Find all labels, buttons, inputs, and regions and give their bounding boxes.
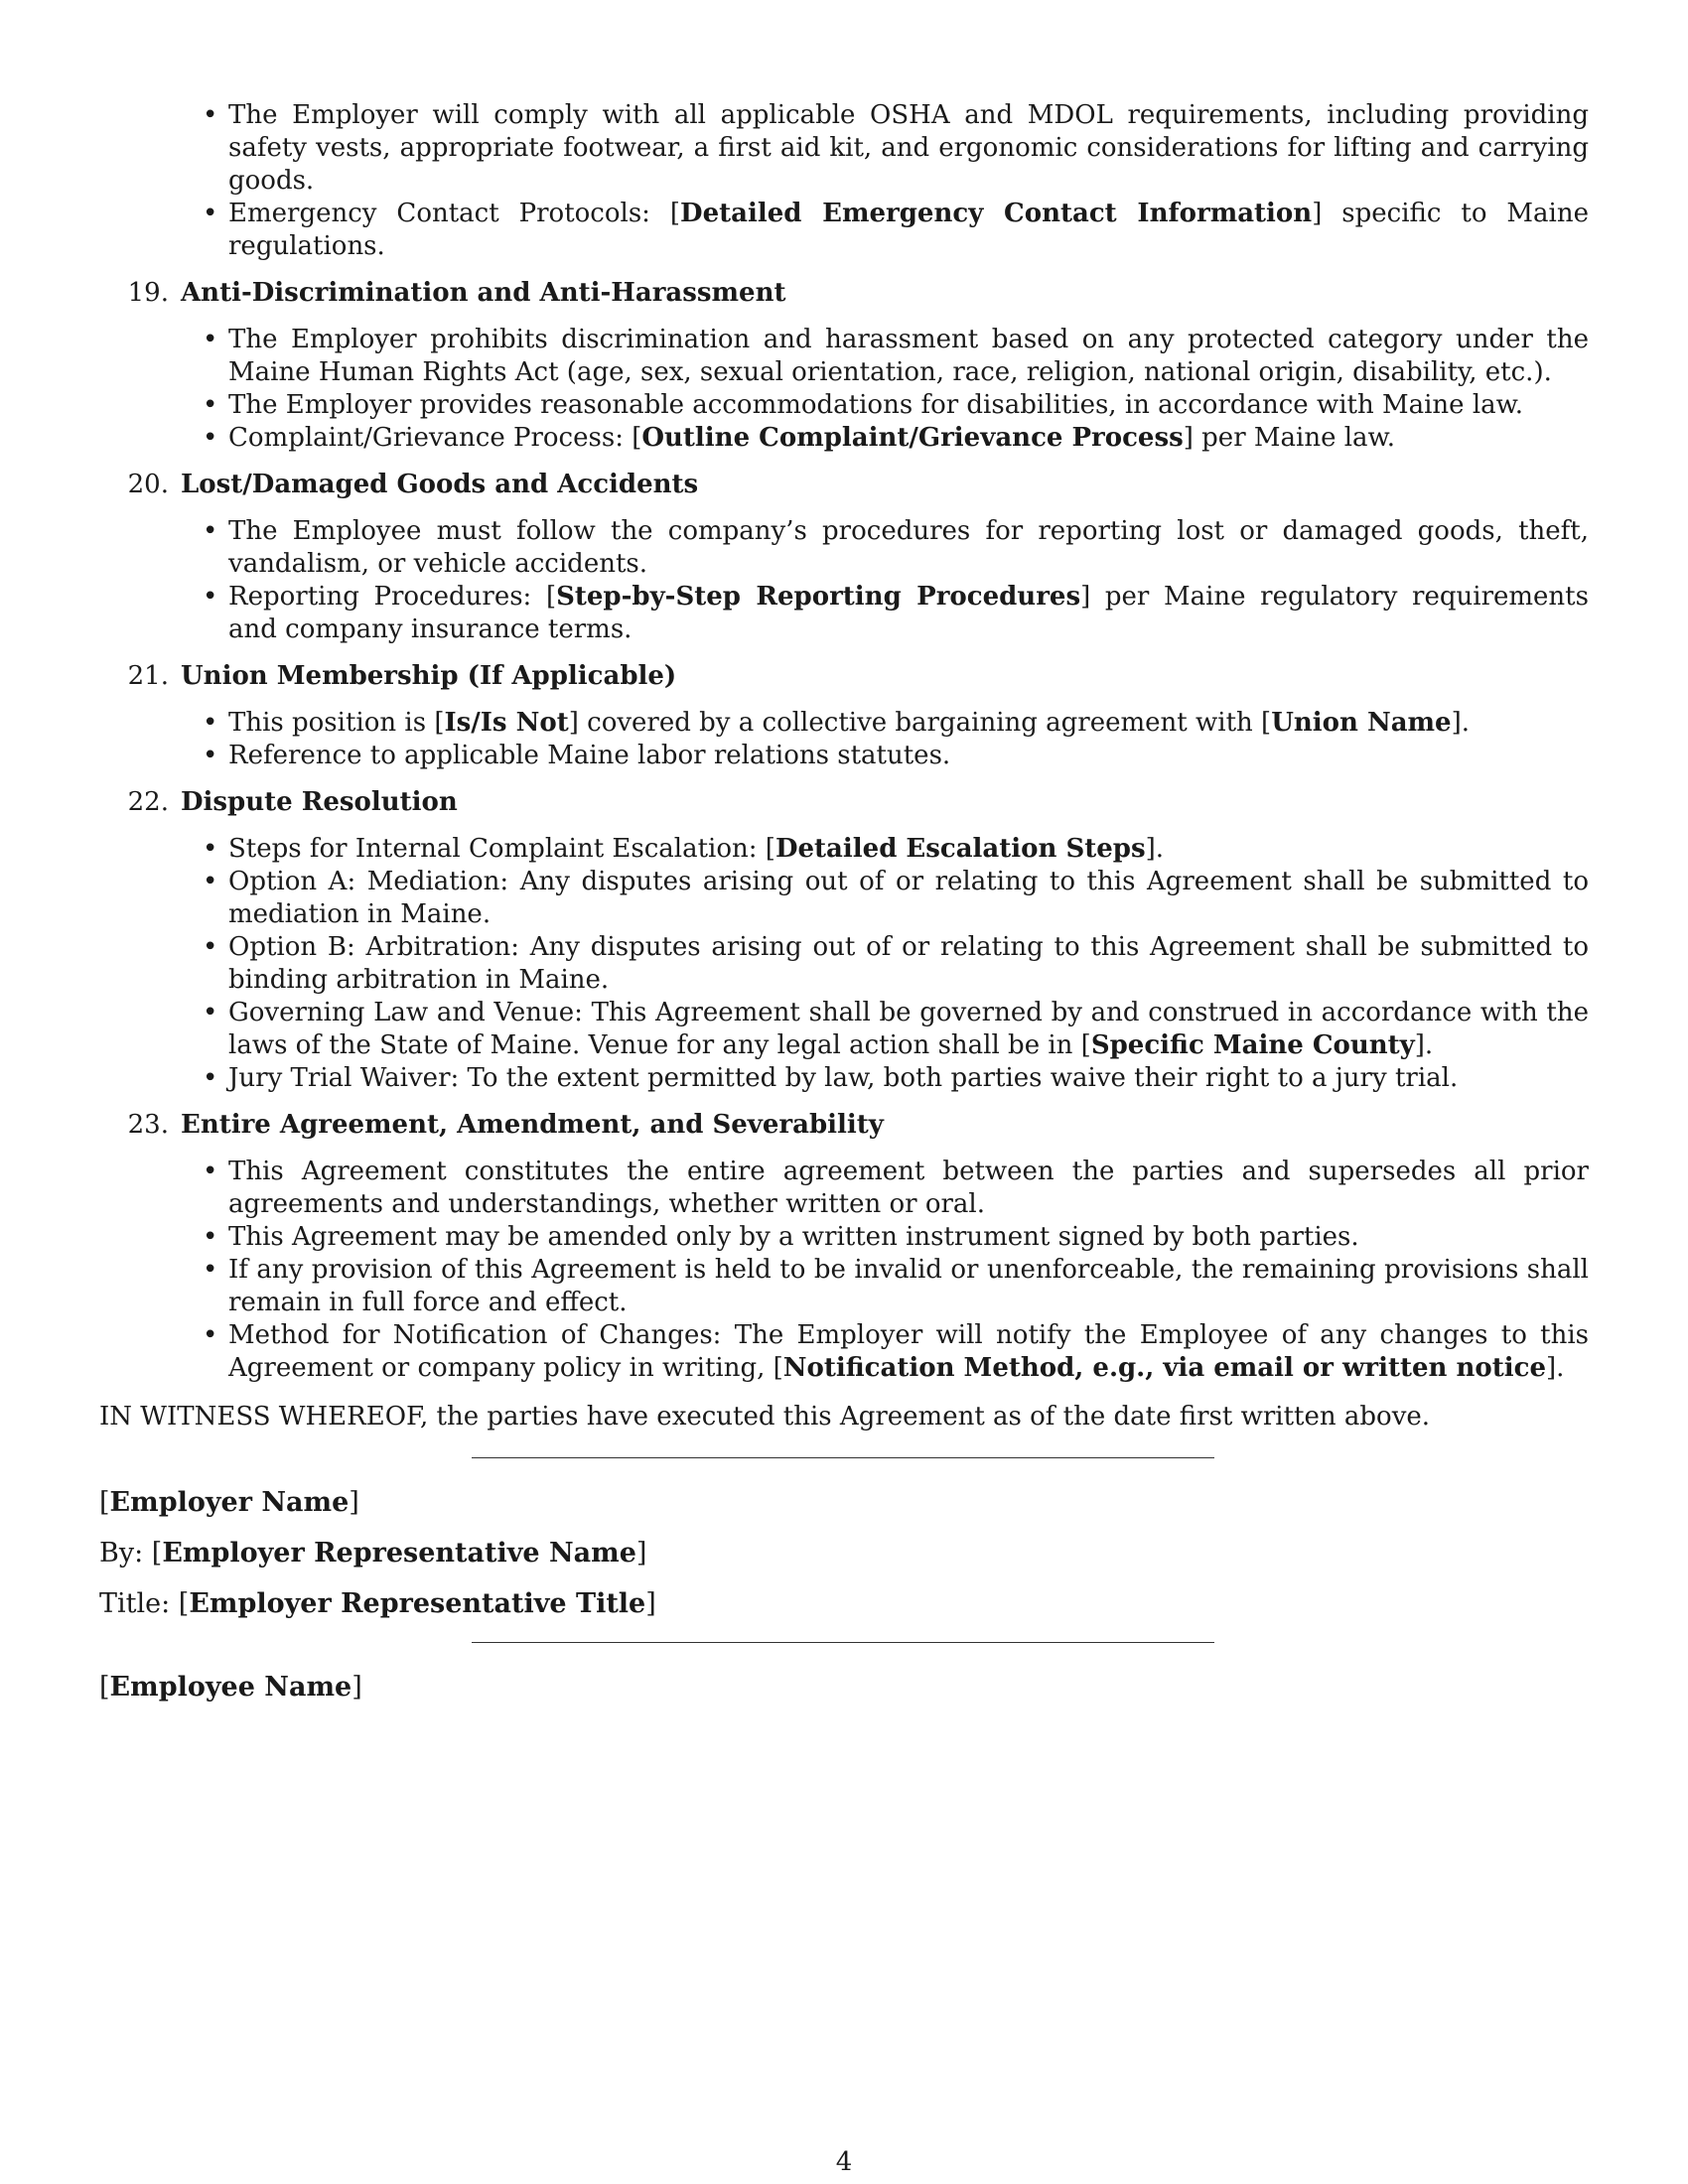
list-item xyxy=(228,324,1589,389)
list-item xyxy=(228,1221,1589,1254)
employer-name xyxy=(99,1486,1589,1519)
bullet-text: This Agreement constitutes the entire agreement between the parties and supersedes all prior agreements and understandings, whether written or oral. xyxy=(228,1157,1589,1219)
list-item xyxy=(228,581,1589,646)
list-item xyxy=(228,198,1589,263)
list-item xyxy=(228,1062,1589,1095)
bullet-text: The Employer will comply with all applicable OSHA and MDOL requirements, including providing safety vests, appropriate footwear, a first aid kit, and ergonomic considerations for lifting and carrying goods. xyxy=(228,100,1589,196)
list-item xyxy=(228,833,1589,866)
section-bullet-list xyxy=(99,707,1589,772)
bullet-text: ]. xyxy=(1546,1353,1565,1383)
placeholder-text: Union Name xyxy=(1271,708,1452,738)
bracket: ] xyxy=(352,1672,362,1703)
bracket: [ xyxy=(99,1672,110,1703)
bullet-text: ] specific to Maine regulations. xyxy=(228,199,1589,261)
bracket: ] xyxy=(349,1487,359,1518)
bracket: ] xyxy=(635,1538,647,1569)
bullet-text: ] covered by a collective bargaining agreement with [ xyxy=(568,708,1272,738)
section-title: Dispute Resolution xyxy=(181,787,458,817)
list-item xyxy=(228,931,1589,997)
bullet-text: Emergency Contact Protocols: [ xyxy=(228,199,681,228)
section-heading xyxy=(99,786,1589,819)
placeholder-text: Detailed Emergency Contact Information xyxy=(680,199,1313,228)
placeholder-text: Notification Method, e.g., via email or written notice xyxy=(782,1353,1546,1383)
list-item xyxy=(228,997,1589,1062)
employee-signature-line xyxy=(472,1642,1214,1643)
list-item xyxy=(228,99,1589,198)
list-item xyxy=(228,389,1589,422)
section-heading xyxy=(99,277,1589,310)
list-item xyxy=(228,422,1589,455)
employee-name xyxy=(99,1671,1589,1704)
bullet-text: This position is [ xyxy=(228,708,445,738)
placeholder-text: Detailed Escalation Steps xyxy=(774,834,1146,864)
bullet-text: This Agreement may be amended only by a written instrument signed by both parties. xyxy=(228,1222,1359,1252)
bullet-text: The Employer prohibits discrimination and harassment based on any protected category under the Maine Human Rights Act (age, sex, sexual orientation, race, religion, national origin, disability, etc.). xyxy=(228,325,1589,387)
section-19 xyxy=(99,277,1589,455)
bullet-text: Reference to applicable Maine labor relations statutes. xyxy=(228,741,951,770)
section-number: 20. xyxy=(127,470,169,499)
bullet-text: Reporting Procedures: [ xyxy=(228,582,557,612)
bullet-text: ] per Maine law. xyxy=(1183,423,1395,453)
list-item xyxy=(228,866,1589,931)
list-item xyxy=(228,515,1589,581)
placeholder-text: Is/Is Not xyxy=(444,708,569,738)
document-page xyxy=(99,99,1589,1704)
intro-bullet-list xyxy=(99,99,1589,263)
list-item xyxy=(228,1156,1589,1221)
section-title: Anti-Discrimination and Anti-Harassment xyxy=(181,278,786,308)
section-20 xyxy=(99,469,1589,646)
placeholder-text: Employer Representative Name xyxy=(162,1538,636,1569)
list-item xyxy=(228,1319,1589,1385)
section-number: 23. xyxy=(127,1110,169,1140)
section-bullet-list xyxy=(99,1156,1589,1385)
section-heading xyxy=(99,1109,1589,1142)
bullet-text: Jury Trial Waiver: To the extent permitted by law, both parties waive their right to a jury trial. xyxy=(228,1063,1459,1093)
field-label: Title: [ xyxy=(99,1588,190,1619)
bullet-text: Complaint/Grievance Process: [ xyxy=(228,423,642,453)
section-heading xyxy=(99,660,1589,693)
bracket: ] xyxy=(645,1588,656,1619)
section-title: Union Membership (If Applicable) xyxy=(181,661,677,691)
bullet-text: Option A: Mediation: Any disputes arising out of or relating to this Agreement shall be submitted to mediation in Maine. xyxy=(228,867,1589,929)
section-number: 21. xyxy=(127,661,169,691)
list-item xyxy=(228,1254,1589,1319)
bullet-text: The Employer provides reasonable accommodations for disabilities, in accordance with Maine law. xyxy=(228,390,1524,420)
section-title: Entire Agreement, Amendment, and Severability xyxy=(181,1110,884,1140)
section-number: 22. xyxy=(127,787,169,817)
bullet-text: Method for Notification of Changes: The Employer will notify the Employee of any changes to this Agreement or company policy in writing, [ xyxy=(228,1320,1589,1383)
bullet-text: Governing Law and Venue: This Agreement shall be governed by and construed in accordance with the laws of the State of Maine. Venue for any legal action shall be in [ xyxy=(228,998,1589,1060)
placeholder-text: Employer Name xyxy=(109,1487,350,1518)
bullet-text: ] per Maine regulatory requirements and company insurance terms. xyxy=(228,582,1589,644)
section-heading xyxy=(99,469,1589,501)
bullet-text: If any provision of this Agreement is held to be invalid or unenforceable, the remaining provisions shall remain in full force and effect. xyxy=(228,1255,1589,1317)
placeholder-text: Step-by-Step Reporting Procedures xyxy=(556,582,1081,612)
section-bullet-list xyxy=(99,324,1589,455)
section-22 xyxy=(99,786,1589,1095)
list-item xyxy=(228,740,1589,772)
bullet-text: ]. xyxy=(1451,708,1471,738)
employer-representative xyxy=(99,1537,1589,1570)
bullet-text: Steps for Internal Complaint Escalation: [ xyxy=(228,834,775,864)
bullet-text: ]. xyxy=(1145,834,1165,864)
bracket: [ xyxy=(99,1487,110,1518)
section-21 xyxy=(99,660,1589,772)
placeholder-text: Outline Complaint/Grievance Process xyxy=(641,423,1184,453)
section-bullet-list xyxy=(99,833,1589,1095)
bullet-text: Option B: Arbitration: Any disputes arising out of or relating to this Agreement shall be submitted to binding arbitration in Maine. xyxy=(228,932,1589,995)
witness-statement: IN WITNESS WHEREOF, the parties have executed this Agreement as of the date first written above. xyxy=(99,1402,1431,1432)
section-23 xyxy=(99,1109,1589,1385)
placeholder-text: Employer Representative Title xyxy=(189,1588,646,1619)
placeholder-text: Employee Name xyxy=(109,1672,352,1703)
placeholder-text: Specific Maine County xyxy=(1090,1030,1415,1060)
bullet-text: The Employee must follow the company’s procedures for reporting lost or damaged goods, theft, vandalism, or vehicle accidents. xyxy=(228,516,1589,579)
list-item xyxy=(228,707,1589,740)
section-title: Lost/Damaged Goods and Accidents xyxy=(181,470,699,499)
page-number: 4 xyxy=(835,2147,853,2177)
field-label: By: [ xyxy=(99,1538,163,1569)
bullet-text: ]. xyxy=(1414,1030,1434,1060)
section-bullet-list xyxy=(99,515,1589,646)
employer-representative-title xyxy=(99,1587,1589,1620)
employer-signature-line xyxy=(472,1457,1214,1458)
section-number: 19. xyxy=(127,278,169,308)
